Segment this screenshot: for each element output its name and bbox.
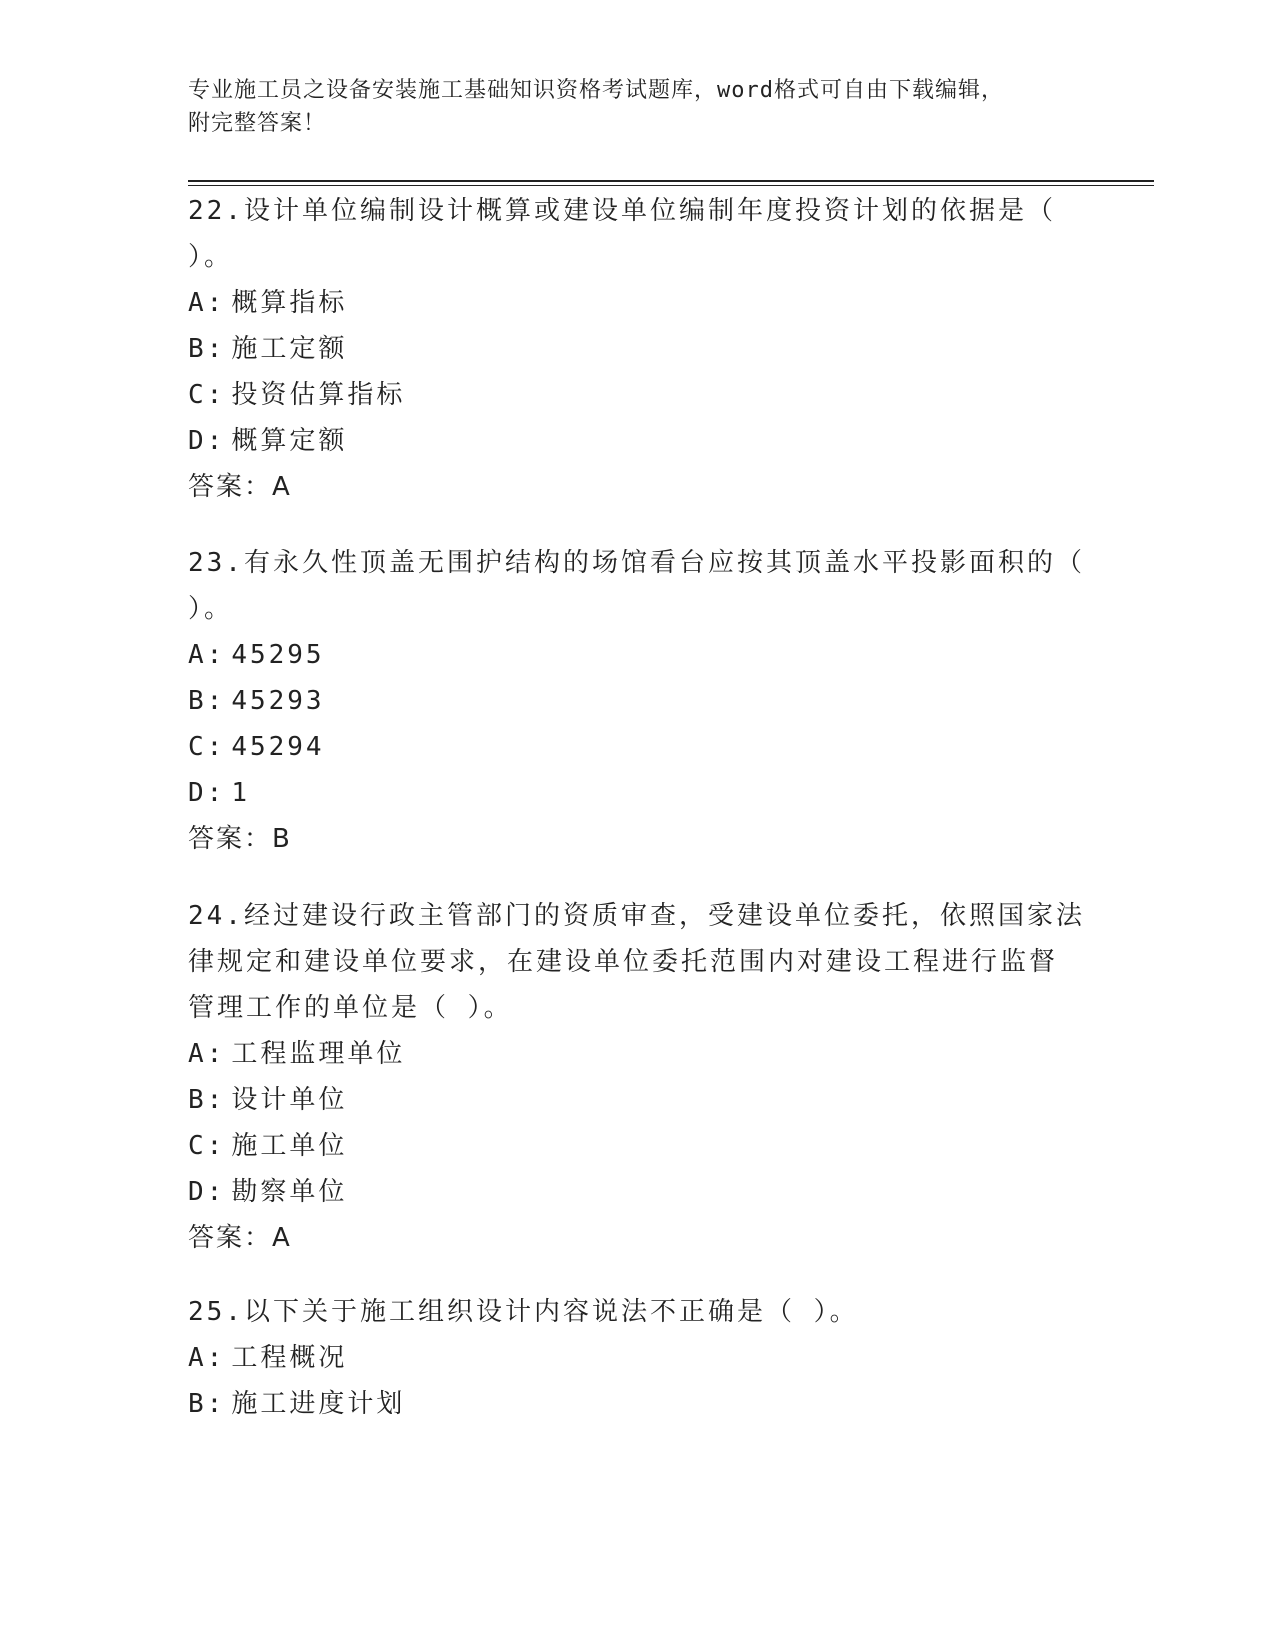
option-c [188, 372, 1088, 418]
question-stem-line: ）。 [188, 594, 234, 624]
option-d [188, 1169, 1088, 1215]
option-letter: B: [188, 1085, 226, 1115]
option-a [188, 1335, 1088, 1381]
question-stem-line: 律规定和建设单位要求，在建设单位委托范围内对建设工程进行监督 [188, 947, 1059, 977]
header-line-1: 专业施工员之设备安装施工基础知识资格考试题库，word格式可自由下载编辑， [188, 78, 1004, 103]
option-d [188, 418, 1088, 464]
header-divider-thin [188, 185, 1154, 186]
option-text: 45295 [231, 640, 325, 670]
option-text: 工程概况 [231, 1343, 348, 1373]
question-stem-line: 22.设计单位编制设计概算或建设单位编制年度投资计划的依据是（ [188, 196, 1056, 226]
answer: 答案：A [188, 472, 292, 502]
option-text: 45294 [231, 732, 325, 762]
option-letter: B: [188, 1389, 226, 1419]
option-a [188, 632, 1088, 678]
option-a [188, 280, 1088, 326]
option-letter: A: [188, 288, 226, 318]
option-c [188, 1123, 1088, 1169]
option-text: 施工进度计划 [231, 1389, 406, 1419]
option-text: 施工定额 [231, 334, 348, 364]
option-text: 勘察单位 [231, 1177, 348, 1207]
question-22 [188, 188, 1088, 510]
option-letter: D: [188, 426, 226, 456]
option-letter: D: [188, 1177, 226, 1207]
question-stem-line: 23.有永久性顶盖无围护结构的场馆看台应按其顶盖水平投影面积的（ [188, 548, 1085, 578]
option-letter: A: [188, 1039, 226, 1069]
option-b [188, 1381, 1088, 1427]
option-text: 工程监理单位 [231, 1039, 406, 1069]
option-text: 设计单位 [231, 1085, 348, 1115]
option-b [188, 1077, 1088, 1123]
question-24 [188, 893, 1088, 1261]
option-text: 45293 [231, 686, 325, 716]
option-letter: B: [188, 334, 226, 364]
option-c [188, 724, 1088, 770]
option-text: 1 [231, 778, 250, 808]
option-d [188, 770, 1088, 816]
option-letter: C: [188, 732, 226, 762]
option-letter: A: [188, 1343, 226, 1373]
option-b [188, 326, 1088, 372]
option-text: 投资估算指标 [231, 380, 406, 410]
document-header [188, 74, 1088, 140]
question-stem-line: ）。 [188, 242, 234, 272]
question-25 [188, 1289, 1088, 1427]
question-stem-line: 25.以下关于施工组织设计内容说法不正确是（ ）。 [188, 1297, 859, 1327]
answer: 答案：A [188, 1223, 292, 1253]
header-line-2: 附完整答案！ [188, 111, 327, 136]
option-b [188, 678, 1088, 724]
header-divider-thick [188, 180, 1154, 182]
option-letter: C: [188, 1131, 226, 1161]
question-stem-line: 24.经过建设行政主管部门的资质审查，受建设单位委托，依照国家法 [188, 901, 1085, 931]
option-letter: D: [188, 778, 226, 808]
answer: 答案：B [188, 824, 292, 854]
question-stem-line: 管理工作的单位是（ ）。 [188, 993, 513, 1023]
option-text: 施工单位 [231, 1131, 348, 1161]
question-23 [188, 540, 1088, 862]
option-a [188, 1031, 1088, 1077]
option-text: 概算指标 [231, 288, 348, 318]
option-letter: B: [188, 686, 226, 716]
option-text: 概算定额 [231, 426, 348, 456]
option-letter: C: [188, 380, 226, 410]
option-letter: A: [188, 640, 226, 670]
